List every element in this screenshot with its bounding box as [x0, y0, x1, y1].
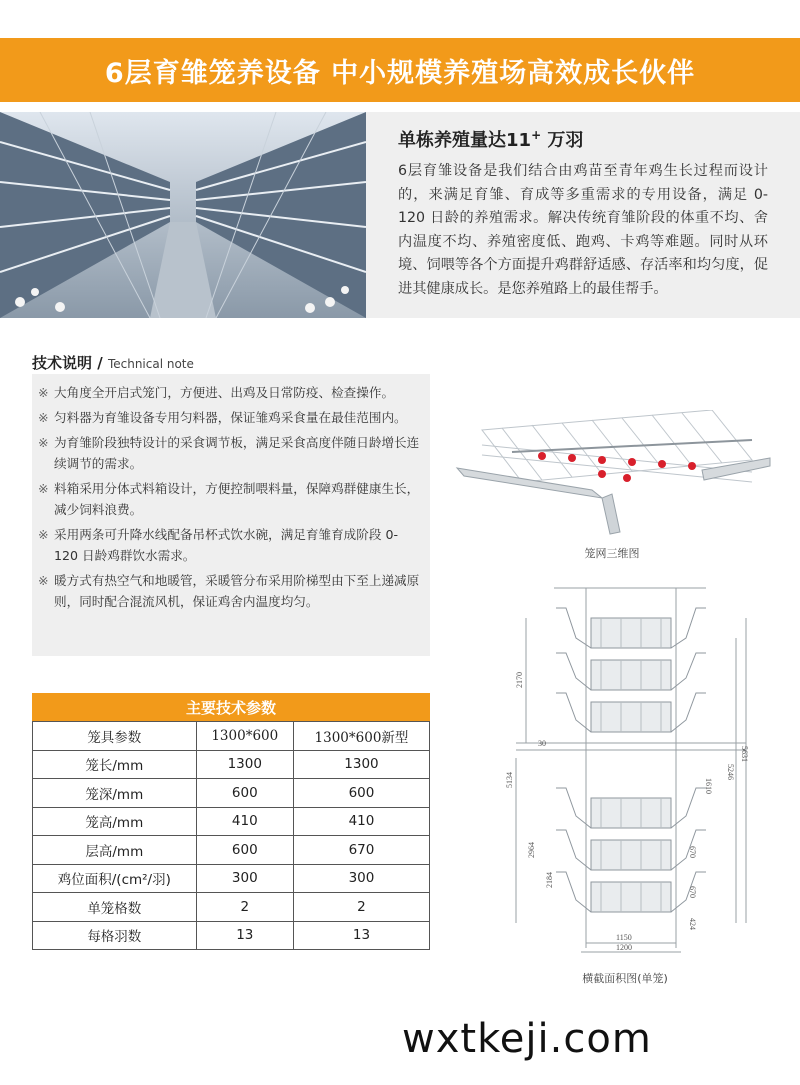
intro-body: 6层育雏设备是我们结合由鸡苗至青年鸡生长过程而设计的，来满足育雏、育成等多重需求的专用设备，满足 0-120 日龄的养殖需求。解决传统育雏阶段的体重不均、舍内温度不均、养殖密度低、跑鸡、卡鸡等难题。同时从环境、饲喂等各个方面提升鸡群舒适感、存活率和均匀度，促进其健康成长。是您养殖路上的最佳帮手。 [398, 163, 768, 297]
table-cell: 300 [196, 864, 293, 893]
spec-table [32, 693, 430, 950]
cage-3d-illustration [452, 410, 772, 536]
table-cell: 笼深/mm [33, 779, 197, 808]
dim-label: 670 [688, 886, 697, 898]
tech-note: ※ 采用两条可升降水线配备吊杯式饮水碗，满足育雏育成阶段 0-120 日龄鸡群饮水需求。 [38, 527, 398, 563]
tech-note: ※ 料箱采用分体式料箱设计，方便控制喂料量，保障鸡群健康生长，减少饲料浪费。 [38, 481, 420, 517]
title-banner [0, 38, 800, 102]
tech-note: ※ 暖方式有热空气和地暖管，采暖管分布采用阶梯型由下至上递减原则，同时配合混流风机，保证鸡舍内温度均匀。 [38, 573, 420, 609]
dim-label: 5246 [726, 764, 735, 780]
spec-table-title: 主要技术参数 [32, 693, 430, 721]
table-row [33, 836, 430, 865]
table-cell: 2 [196, 893, 293, 922]
dim-label: 5134 [505, 772, 514, 788]
table-cell: 600 [293, 779, 429, 808]
table-cell: 笼高/mm [33, 807, 197, 836]
intro-heading: 单栋养殖量达11+ 万羽 [398, 128, 584, 151]
caption-2d: 横截面积图(单笼) [582, 972, 668, 985]
table-cell: 层高/mm [33, 836, 197, 865]
table-cell: 单笼格数 [33, 893, 197, 922]
table-row [33, 750, 430, 779]
dim-label: 2184 [545, 872, 554, 888]
table-cell: 1300 [293, 750, 429, 779]
table-row [33, 807, 430, 836]
page-title: 6层育雏笼养设备 中小规模养殖场高效成长伙伴 [104, 57, 696, 89]
dim-label: 424 [688, 918, 697, 930]
dim-label: 1610 [704, 778, 713, 794]
cage-aisle-photo [0, 112, 366, 318]
dim-label: 1150 [616, 933, 632, 942]
table-row [33, 921, 430, 950]
table-header-cell: 笼具参数 [33, 722, 197, 751]
intro-text [398, 126, 768, 301]
tech-section-title: 技术说明 / Technical note [32, 354, 194, 372]
tech-note: ※ 为育雏阶段独特设计的采食调节板，满足采食高度伴随日龄增长连续调节的需求。 [38, 435, 420, 471]
table-cell: 300 [293, 864, 429, 893]
table-cell: 2 [293, 893, 429, 922]
dim-label: 5631 [740, 746, 749, 762]
tech-note: ※ 匀料器为育雏设备专用匀料器，保证雏鸡采食量在最佳范围内。 [38, 410, 407, 425]
cross-section-drawing [496, 578, 766, 958]
table-header-cell: 1300*600 [196, 722, 293, 751]
table-cell: 1300 [196, 750, 293, 779]
dim-label: 1200 [616, 943, 632, 952]
table-cell: 13 [196, 921, 293, 950]
table-cell: 410 [293, 807, 429, 836]
table-row [33, 864, 430, 893]
table-cell: 每格羽数 [33, 921, 197, 950]
table-cell: 笼长/mm [33, 750, 197, 779]
website-footer: wxtkeji.com [402, 1016, 652, 1062]
table-cell: 410 [196, 807, 293, 836]
table-cell: 600 [196, 779, 293, 808]
table-cell: 670 [293, 836, 429, 865]
table-cell: 鸡位面积/(cm²/羽) [33, 864, 197, 893]
tech-notes-panel [32, 374, 430, 656]
dim-label: 2964 [527, 842, 536, 858]
dim-label: 30 [538, 739, 546, 748]
table-row [33, 779, 430, 808]
table-row [33, 893, 430, 922]
dim-label: 670 [688, 846, 697, 858]
table-header-row [33, 722, 430, 751]
table-header-cell: 1300*600新型 [293, 722, 429, 751]
table-cell: 600 [196, 836, 293, 865]
table-cell: 13 [293, 921, 429, 950]
tech-note: ※ 大角度全开启式笼门，方便进、出鸡及日常防疫、检查操作。 [38, 385, 395, 400]
caption-3d: 笼网三维图 [584, 547, 640, 560]
dim-label: 2170 [515, 672, 524, 688]
